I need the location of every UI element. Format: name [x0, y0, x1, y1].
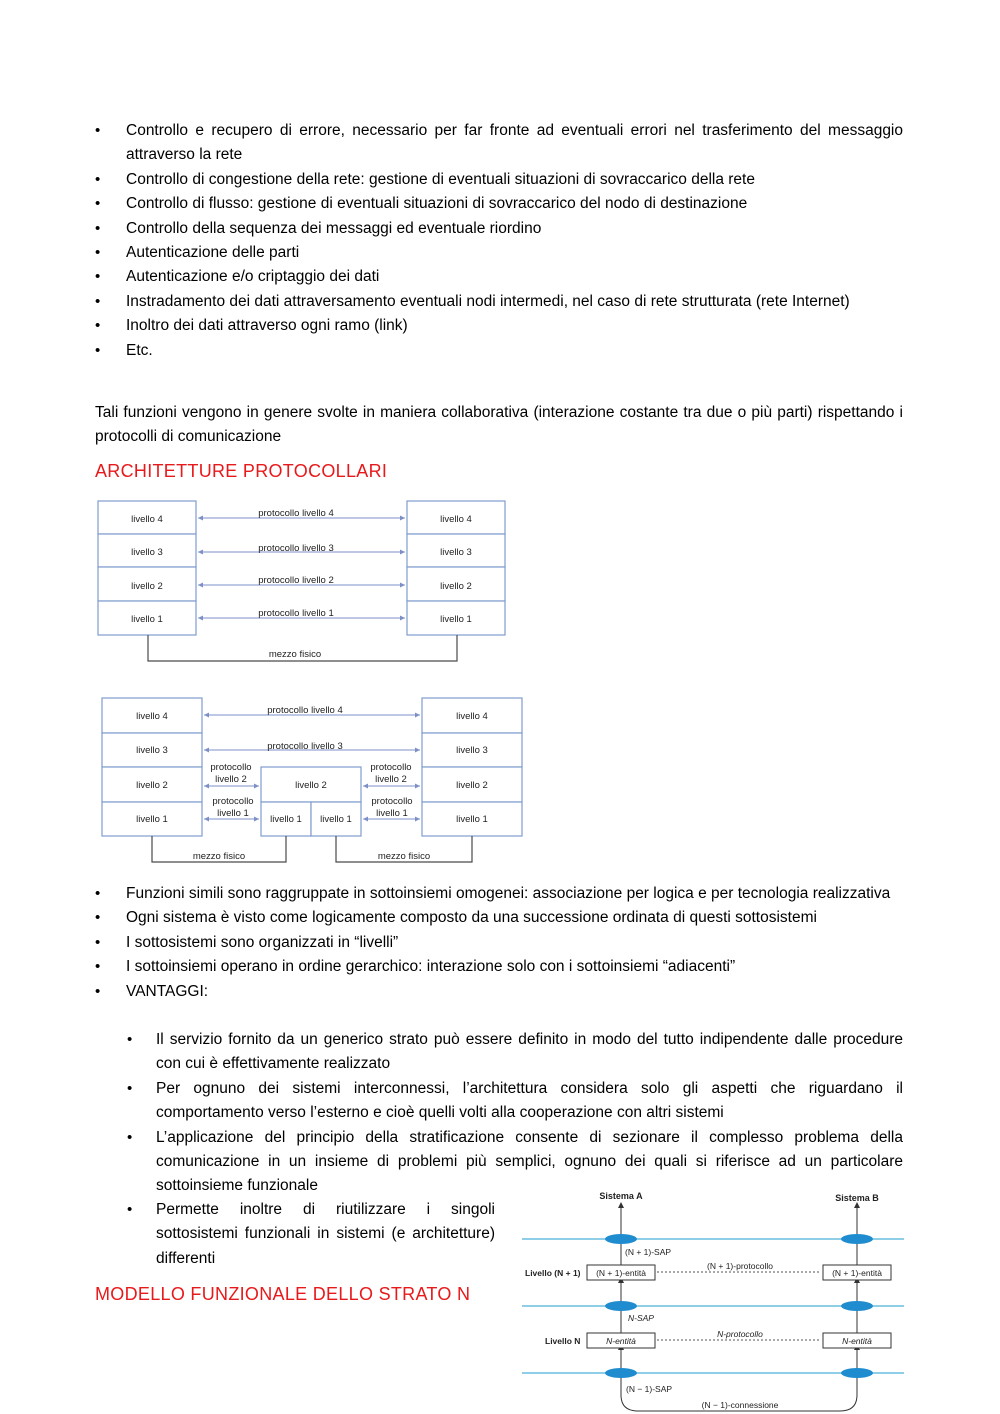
right-protocol-1-label-b: livello 1	[376, 808, 408, 819]
left-protocol-1-label-b: livello 1	[217, 808, 249, 819]
left-level-1-label: livello 1	[131, 614, 163, 625]
list-item: • VANTAGGI:	[126, 980, 903, 1004]
right-level-4-label: livello 4	[456, 711, 488, 722]
protocol-4-label: protocollo livello 4	[258, 508, 334, 519]
right-level-1-label: livello 1	[456, 814, 488, 825]
advantages-list	[156, 1028, 903, 1199]
protocol-3-label: protocollo livello 3	[267, 741, 343, 752]
section-heading-architetture: ARCHITETTURE PROTOCOLLARI	[95, 461, 388, 481]
list-item: • Controllo di flusso: gestione di eventuali situazioni di sovraccarico del nodo di destinazione	[126, 192, 903, 216]
physical-medium-label: mezzo fisico	[268, 649, 322, 660]
list-item: • Per ognuno dei sistemi interconnessi, l’architettura considera solo gli aspetti che riguardano il comportamento verso l’esterno e cioè quelli volti alla cooperazione con altri sistemi	[156, 1077, 903, 1126]
list-item: • Autenticazione e/o criptaggio dei dati	[126, 265, 903, 289]
middle-level-1-left-label: livello 1	[270, 814, 302, 825]
protocol-4-label: protocollo livello 4	[267, 705, 343, 716]
protocol-arrows	[198, 508, 405, 621]
system-b-label: Sistema B	[835, 1193, 879, 1203]
protocol-links	[657, 1261, 821, 1340]
right-physical-medium-label: mezzo fisico	[377, 851, 431, 862]
list-item: • Etc.	[126, 339, 903, 363]
left-level-3-label: livello 3	[131, 547, 163, 558]
right-protocol-2-label-a: protocollo	[370, 762, 412, 773]
list-item: • Controllo e recupero di errore, necessario per far fronte ad eventuali errori nel trasferimento del messaggio attraverso la rete	[126, 119, 903, 168]
middle-level-1-right-label: livello 1	[320, 814, 352, 825]
protocol-2-label: protocollo livello 2	[258, 575, 334, 586]
n1-protocol-label: (N + 1)-protocollo	[707, 1261, 773, 1271]
sap-ellipse	[841, 1301, 873, 1311]
right-protocol-2-label-b: livello 2	[375, 774, 407, 785]
left-level-4-label: livello 4	[131, 514, 163, 525]
arrowheads	[198, 516, 405, 621]
layering-list	[126, 882, 903, 1004]
n-sap-label: N-SAP	[628, 1313, 654, 1323]
list-item: • I sottosistemi sono organizzati in “livelli”	[126, 931, 903, 955]
sap-ellipse	[605, 1234, 637, 1244]
list-item: • Controllo di congestione della rete: gestione di eventuali situazioni di sovraccarico della rete	[126, 168, 903, 192]
n-protocol-label: N-protocollo	[717, 1329, 763, 1339]
right-protocol-1-label-a: protocollo	[371, 796, 413, 807]
nm1-sap-label: (N − 1)-SAP	[626, 1384, 673, 1394]
protocol-1-label: protocollo livello 1	[258, 608, 334, 619]
intermediate-node-diagram	[95, 690, 530, 868]
n1-sap-label: (N + 1)-SAP	[625, 1247, 672, 1257]
right-level-3-label: livello 3	[440, 547, 472, 558]
sap-ellipse	[841, 1368, 873, 1378]
list-item: • Permette inoltre di riutilizzare i singoli sottosistemi funzionali in sistemi (e architetture) differenti	[156, 1198, 495, 1271]
list-item: • Ogni sistema è visto come logicamente composto da una successione ordinata di questi sottosistemi	[126, 906, 903, 930]
section-heading-modello: MODELLO FUNZIONALE DELLO STRATO N	[95, 1284, 471, 1304]
left-protocol-1-label-a: protocollo	[212, 796, 254, 807]
intermediate-node	[261, 767, 361, 836]
list-item: • Instradamento dei dati attraversamento eventuali nodi intermedi, nel caso di rete strutturata (rete Internet)	[126, 290, 903, 314]
left-level-2-label: livello 2	[136, 780, 168, 791]
layered-architecture-diagram	[90, 493, 520, 668]
right-level-1-label: livello 1	[440, 614, 472, 625]
protocol-3-label: protocollo livello 3	[258, 543, 334, 554]
collaboration-paragraph: Tali funzioni vengono in genere svolte in maniera collaborativa (interazione costante tra due o più parti) rispettando i protocolli di comunicazione	[95, 404, 903, 446]
left-protocol-2-label-a: protocollo	[210, 762, 252, 773]
right-level-3-label: livello 3	[456, 745, 488, 756]
right-stack	[407, 501, 505, 635]
sap-ellipse	[841, 1234, 873, 1244]
list-item: • Controllo della sequenza dei messaggi ed eventuale riordino	[126, 217, 903, 241]
vertical-links	[621, 1205, 857, 1395]
right-level-2-label: livello 2	[440, 581, 472, 592]
left-n1-entity-label: (N + 1)-entità	[596, 1268, 646, 1278]
left-stack	[102, 698, 202, 836]
left-protocol-2-label-b: livello 2	[215, 774, 247, 785]
left-stack	[98, 501, 196, 635]
right-stack	[422, 698, 522, 836]
advantages-list-continued	[156, 1198, 495, 1271]
left-level-1-label: livello 1	[136, 814, 168, 825]
right-n-entity-label: N-entità	[842, 1336, 872, 1346]
sap-ellipse	[605, 1368, 637, 1378]
layer-n-model-diagram	[518, 1185, 908, 1414]
left-n-entity-label: N-entità	[606, 1336, 636, 1346]
list-item: • Inoltro dei dati attraverso ogni ramo (link)	[126, 314, 903, 338]
right-level-2-label: livello 2	[456, 780, 488, 791]
level-n-label: Livello N	[545, 1336, 581, 1346]
left-physical-medium-label: mezzo fisico	[192, 851, 246, 862]
list-item: • Autenticazione delle parti	[126, 241, 903, 265]
left-level-4-label: livello 4	[136, 711, 168, 722]
right-n1-entity-label: (N + 1)-entità	[832, 1268, 882, 1278]
left-level-2-label: livello 2	[131, 581, 163, 592]
list-item: • I sottoinsiemi operano in ordine gerarchico: interazione solo con i sottoinsiemi “adiacenti”	[126, 955, 903, 979]
level-n1-label: Livello (N + 1)	[525, 1268, 581, 1278]
system-a-label: Sistema A	[599, 1191, 643, 1201]
n-minus-1-connection-label: (N − 1)-connessione	[701, 1400, 779, 1410]
middle-level-2-label: livello 2	[295, 780, 327, 791]
sap-ellipse	[605, 1301, 637, 1311]
right-level-4-label: livello 4	[440, 514, 472, 525]
list-item: • L’applicazione del principio della stratificazione consente di sezionare il complesso problema della comunicazione in un insieme di problemi più semplici, ognuno dei quali si riferisce ad un particolare sottoinsieme funzionale	[156, 1126, 903, 1199]
left-level-3-label: livello 3	[136, 745, 168, 756]
list-item: • Funzioni simili sono raggruppate in sottoinsiemi omogenei: associazione per logica e per tecnologia realizzativa	[126, 882, 903, 906]
list-item: • Il servizio fornito da un generico strato può essere definito in modo del tutto indipendente dalle procedure con cui è effettivamente realizzato	[156, 1028, 903, 1077]
function-list	[126, 119, 903, 363]
